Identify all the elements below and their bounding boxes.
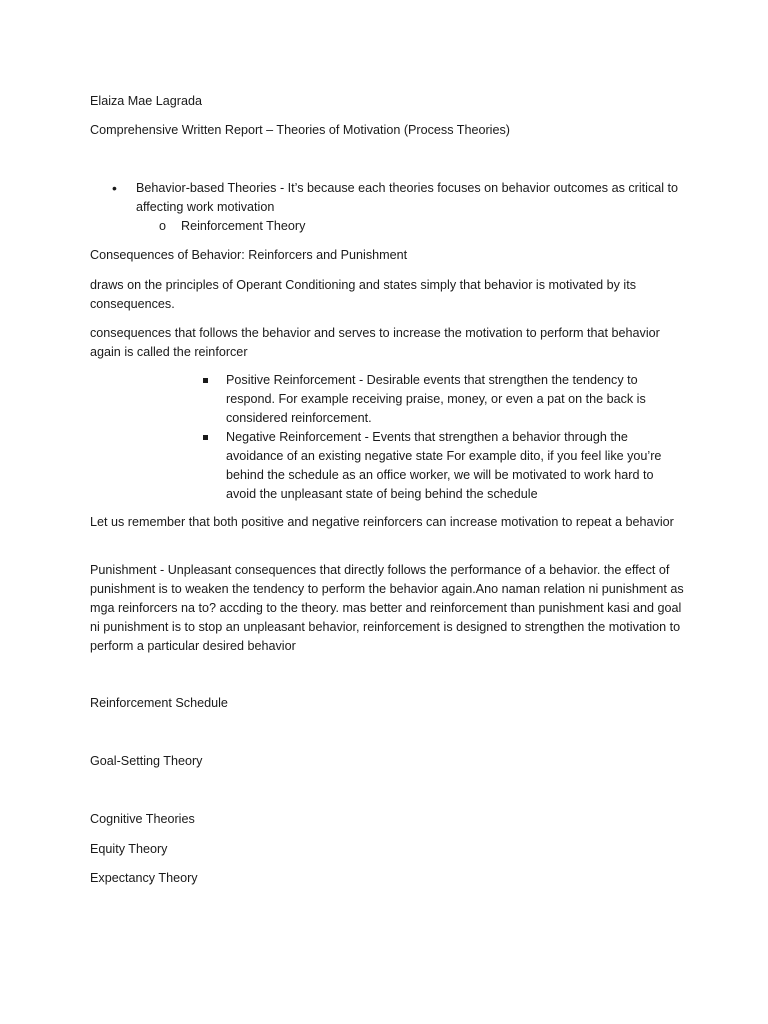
negative-reinforcement-item: Negative Reinforcement - Events that strengthen a behavior through the avoidance of an existing negative state For example dito, if you feel like you’re behind the schedule as an office worker, we will be motivated to work hard to avoid the unpleasant state of being behind the schedule <box>226 430 662 501</box>
author-name: Elaiza Mae Lagrada <box>90 94 203 108</box>
equity-theory-heading: Equity Theory <box>90 842 168 856</box>
consequences-heading: Consequences of Behavior: Reinforcers and Punishment <box>90 248 408 262</box>
reinforcement-theory-item: Reinforcement Theory <box>181 219 306 233</box>
punishment-paragraph: Punishment - Unpleasant consequences that directly follows the performance of a behavior. the effect of punishment is to weaken the tendency to perform the behavior again.Ano naman relation ni punishment as mga reinforcers na to? accding to the theory. mas better and reinforcement than punishment kasi and goal ni punishment is to stop an unpleasant behavior, reinforcement is designed to strengthen the motivation to perform a particular desired behavior <box>90 563 684 653</box>
reinforcement-schedule-heading: Reinforcement Schedule <box>90 696 228 710</box>
positive-reinforcement-item: Positive Reinforcement - Desirable events that strengthen the tendency to respond. For example receiving praise, money, or even a pat on the back is considered reinforcement. <box>226 373 646 425</box>
report-title: Comprehensive Written Report – Theories of Motivation (Process Theories) <box>90 123 510 137</box>
sub-bullet-marker: o <box>159 219 167 233</box>
goal-setting-heading: Goal-Setting Theory <box>90 754 203 768</box>
operant-conditioning-paragraph: draws on the principles of Operant Conditioning and states simply that behavior is motivated by its consequences. <box>90 278 637 311</box>
reinforcer-definition-paragraph: consequences that follows the behavior and serves to increase the motivation to perform that behavior again is called the reinforcer <box>90 326 660 359</box>
behavior-based-theories-item: Behavior-based Theories - It’s because each theories focuses on behavior outcomes as critical to affecting work motivation <box>136 181 679 214</box>
expectancy-theory-heading: Expectancy Theory <box>90 871 198 885</box>
square-bullet-marker <box>203 378 208 383</box>
remember-paragraph: Let us remember that both positive and negative reinforcers can increase motivation to repeat a behavior <box>90 515 674 529</box>
bullet-marker: • <box>112 180 117 196</box>
square-bullet-marker <box>203 435 208 440</box>
cognitive-theories-heading: Cognitive Theories <box>90 812 195 826</box>
